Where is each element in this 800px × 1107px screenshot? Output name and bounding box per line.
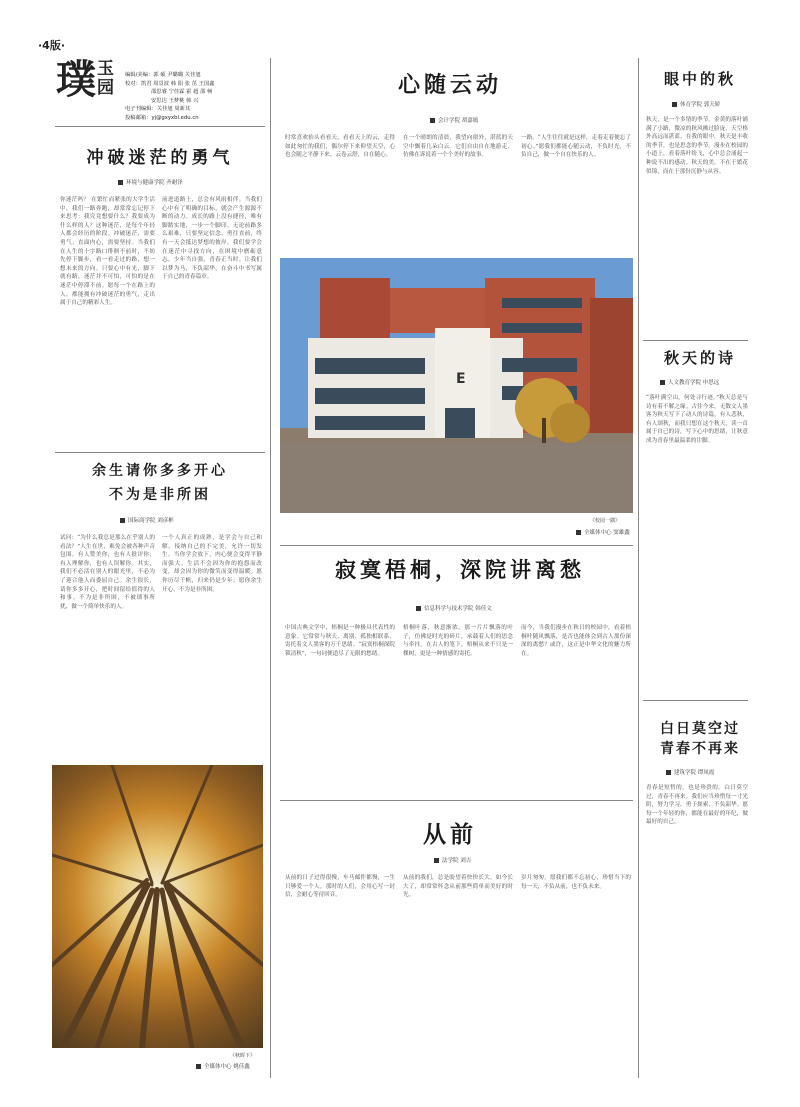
byline-text: 人文教育学院 申思远 <box>668 380 720 386</box>
building-drawing <box>280 258 633 513</box>
credit-text: 全媒体中心 姚佳鑫 <box>204 1064 250 1070</box>
article-byline <box>430 116 478 124</box>
svg-text:E: E <box>456 371 466 387</box>
editor-line: 邵思睿 宁佳霖 霍 超 邵 畅 <box>151 89 213 96</box>
byline-text: 信息科学与技术学院 韩佳文 <box>424 606 492 612</box>
byline-marker-icon <box>118 180 123 185</box>
tree-trunks-drawing <box>52 765 263 1048</box>
byline-marker-icon <box>672 102 677 107</box>
article-title: 余生请你多多开心 <box>92 463 228 479</box>
byline-marker-icon <box>430 118 435 123</box>
article-body-column: 秋天，是一个多情的季节。金黄的落叶铺满了小路，微凉的秋风拂过脸庞，天空格外高远而湛蓝。在我的眼中，秋天是丰收的季节，也是思念的季节。漫步在校园的小道上，看着落叶纷飞，心中总会涌起一种说不出的感动。秋天的美，不在于繁花似锦，而在于那份沉静与从容。 <box>646 117 748 175</box>
section-divider <box>55 452 265 453</box>
article-body-column: 青春是短暂的，也是珍贵的。白日莫空过，青春不再来。我们应当珍惜每一寸光阴，努力学习，勇于探索，不负韶华。愿每一个年轻的你，都能在最好的年纪，做最好的自己。 <box>646 785 748 826</box>
byline-text: 环境与健康学院 齐耐泽 <box>126 180 183 186</box>
article-body-column: 而今，当我们漫步在秋日的校园中，看着梧桐叶随风飘落，是否也能体会到古人那份深深的离愁？或许，这正是中华文化的魅力所在。 <box>521 625 631 657</box>
article-byline <box>120 516 174 524</box>
section-divider <box>55 126 265 127</box>
article-byline <box>118 178 183 186</box>
editor-line: 校对：凯君 周景波 韩 阳 张 茁 王国鑫 <box>125 80 215 87</box>
article-body-column: 试问：“为什么我总是那么在乎别人的看法？”人生在世，难免会被各种声音包围。有人赞美你，也有人批评你；有人理解你，也有人误解你。其实，我们不必活在别人的眼光里，不必为了迎合他人而委屈自己。余生很长，请你多多开心，把时间留给值得的人和事。不为是非所困，不被琐事所扰，做一个简单快乐的人。 <box>60 535 155 610</box>
editor-credits <box>125 71 265 123</box>
credit-marker-icon <box>196 1064 201 1069</box>
article-title: 心随云动 <box>397 72 502 98</box>
campus-building-photo <box>280 258 633 513</box>
article-byline <box>660 378 719 386</box>
article-title: 冲破迷茫的勇气 <box>86 148 234 168</box>
article-body-column: 前进道路上，总会有风雨相伴。当我们心中有了明确的目标，就会产生源源不断的动力。成长的路上没有捷径，唯有脚踏实地，一步一个脚印。无论前路多么艰难，只要坚定信念、勇往直前，终有一天会抵达梦想的彼岸。我们要学会在迷茫中寻找方向，在困境中磨砺意志。少年当自强，青春正当时。让我们以梦为马，不负韶华，在奋斗中书写属于自己的青春篇章。 <box>162 197 262 281</box>
article-byline <box>672 100 720 108</box>
article-title-line2: 青春不再来 <box>660 741 740 757</box>
byline-marker-icon <box>660 380 665 385</box>
article-byline <box>434 856 471 864</box>
article-body-column: 从前的我们，总是盼望着快快长大。如今长大了，却常常怀念从前那些简单而美好的时光。 <box>403 875 513 899</box>
section-divider <box>643 340 748 341</box>
editor-line: 安思达 王梦桃 韩 兴 <box>151 97 199 104</box>
credit-marker-icon <box>576 530 581 535</box>
masthead-main-char: 璞 <box>56 56 96 103</box>
article-title: 眼中的秋 <box>663 70 736 88</box>
section-divider <box>280 545 633 546</box>
autumn-trees-photo <box>52 765 263 1048</box>
byline-text: 法学院 刘吉 <box>442 858 472 864</box>
article-title: 白日莫空过 <box>660 721 740 737</box>
photo-caption: 《校园一隅》 <box>590 518 621 524</box>
byline-text: 会计学院 胡嘉嫣 <box>438 118 479 124</box>
article-byline <box>666 768 714 776</box>
byline-marker-icon <box>434 858 439 863</box>
page-number: ·4版· <box>38 39 66 52</box>
photo-credit <box>576 528 630 536</box>
section-divider <box>280 800 633 801</box>
byline-text: 国际商学院 刘彦彬 <box>128 518 174 524</box>
byline-text: 建筑学院 谭凤霞 <box>674 770 715 776</box>
article-body-column: 在一个晴朗的清晨，我望向窗外，湛蓝的天空中飘着几朵白云。它们自由自在地游走，仿佛在诉说着一个个美好的故事。 <box>403 135 513 159</box>
article-body-column: 一个人真正的成熟，是学会与自己和解。接纳自己的不完美，允许一切发生。当你学会放下，内心便会变得平静而强大。生活不会因为你的抱怨而改变，却会因为你的微笑而变得温暖。愿你历尽千帆，归来仍是少年；愿你余生开心，不为是非所困。 <box>162 535 262 593</box>
column-divider <box>638 58 639 1078</box>
article-body-column: 从前的日子过得很慢，车马邮件都慢，一生只够爱一个人。那时的人们，会用心写一封信，会耐心等待回音。 <box>285 875 395 899</box>
article-byline <box>416 604 492 612</box>
editor-line: 电子刊编辑：关佳旭 周新其 <box>125 106 191 113</box>
article-body-column: “落叶满空山，何处寻行迹。”秋天总是与诗有着不解之缘。古往今来，无数文人墨客为秋天写下了动人的诗篇。有人悲秋，有人颂秋，而我只想在这个秋天，读一首属于自己的诗，写下心中的思绪，让秋意成为青春里最温柔的注脚。 <box>646 395 748 444</box>
credit-text: 全媒体中心 窦雄鑫 <box>584 530 630 536</box>
article-title-line2: 不为是非所困 <box>109 487 211 503</box>
article-body-column: 一路。“人生往往就是这样，走着走着便忘了初心。”愿我们都能心随云动，不负时光，不负自己，做一个自在快乐的人。 <box>521 135 631 159</box>
photo-caption: 《秋晖下》 <box>230 1053 256 1059</box>
byline-marker-icon <box>120 518 125 523</box>
byline-marker-icon <box>666 770 671 775</box>
byline-marker-icon <box>416 606 421 611</box>
article-body-column: 梧桐叶落，秋意渐浓。那一片片飘落的叶子，仿佛是时光的碎片，承载着人们的思念与牵挂。在古人的笔下，梧桐从来不只是一棵树，更是一种情感的寄托。 <box>403 625 513 657</box>
byline-text: 体育学院 郭天娇 <box>680 102 721 108</box>
editor-email: 投稿邮箱：yj@gxyxbl.edu.cn <box>125 114 199 121</box>
article-body-column: 你迷茫吗？ 在繁忙而紧张的大学生活中，我们一路奔跑，却常常忘记停下来思考：我究竟想要什么？我要成为什么样的人？这种迷茫，是每个年轻人都会经历的阶段。冲破迷茫，需要勇气；直面内心，需要坚持。当我们在人生的十字路口徘徊不前时，不妨先停下脚步，看一看走过的路，想一想未来的方向。只要心中有光，脚下就有路。迷茫并不可怕，可怕的是在迷茫中停滞不前。愿每一个在路上的人，都能拥有冲破迷茫的勇气，走出属于自己的精彩人生。 <box>60 197 155 307</box>
article-title: 从前 <box>423 821 477 848</box>
section-divider <box>643 700 748 701</box>
photo-credit <box>196 1062 250 1070</box>
article-title: 秋天的诗 <box>663 349 736 367</box>
article-body-column: 中国古典文学中，梧桐是一种极具代表性的意象。它常常与秋天、离别、孤独相联系，寄托着文人墨客的万千思绪。“寂寞梧桐深院锁清秋”，一句词便道尽了无限的愁绪。 <box>285 625 395 657</box>
article-body-column: 岁月匆匆，愿我们都不忘初心，珍惜当下的每一天，不负从前，也不负未来。 <box>521 875 631 890</box>
masthead-char-3: 园 <box>97 78 114 98</box>
article-body-column: 时常喜欢抬头看看天，看看天上的云，走得如此匆忙的我们，偶尔停下来仰望天空，心也会随之平静下来。云卷云舒，自在随心。 <box>285 135 395 159</box>
article-title: 寂寞梧桐，深院讲离愁 <box>335 557 585 582</box>
editor-line: 编辑/美编：郭 硕 尹璐璐 关佳旭 <box>125 72 201 78</box>
masthead-char-2: 玉 <box>97 59 114 79</box>
column-divider <box>270 58 271 1078</box>
